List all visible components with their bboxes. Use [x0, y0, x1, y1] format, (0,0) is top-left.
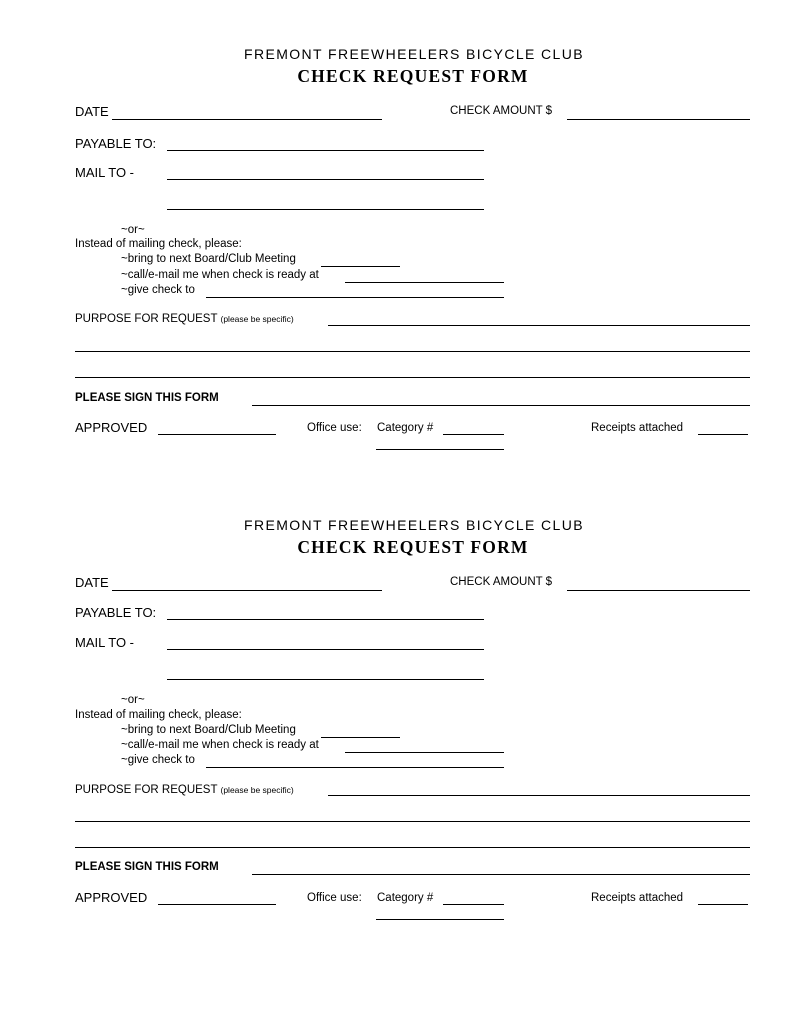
- purpose-label-text: PURPOSE FOR REQUEST: [75, 784, 218, 796]
- give-check-to-field[interactable]: [206, 767, 504, 768]
- approved-field[interactable]: [158, 434, 276, 435]
- payable-to-field[interactable]: [167, 619, 484, 620]
- purpose-field-line-1[interactable]: [328, 795, 750, 796]
- purpose-field-line-1[interactable]: [328, 325, 750, 326]
- purpose-field-line-2[interactable]: [75, 351, 750, 352]
- approved-label: APPROVED: [75, 420, 148, 435]
- call-email-option: ~call/e-mail me when check is ready at: [121, 739, 319, 751]
- category-field[interactable]: [443, 434, 504, 435]
- date-field[interactable]: [112, 590, 382, 591]
- form-title: CHECK REQUEST FORM: [297, 537, 529, 557]
- payable-to-field[interactable]: [167, 150, 484, 151]
- club-name: FREMONT FREEWHEELERS BICYCLE CLUB: [244, 517, 584, 533]
- call-email-field[interactable]: [345, 752, 504, 753]
- bring-to-meeting-field[interactable]: [321, 266, 400, 267]
- purpose-note: (please be specific): [220, 314, 294, 324]
- purpose-label: [75, 784, 294, 796]
- purpose-label-text: PURPOSE FOR REQUEST: [75, 313, 218, 325]
- bring-to-meeting-field[interactable]: [321, 737, 400, 738]
- or-text: ~or~: [121, 224, 145, 236]
- purpose-label: [75, 313, 294, 325]
- mail-to-label: MAIL TO -: [75, 635, 134, 650]
- category-extra-line[interactable]: [376, 449, 504, 450]
- give-check-option: ~give check to: [121, 284, 195, 296]
- form-title: CHECK REQUEST FORM: [297, 66, 529, 86]
- give-check-to-field[interactable]: [206, 297, 504, 298]
- call-email-field[interactable]: [345, 282, 504, 283]
- category-label: Category #: [377, 422, 434, 434]
- category-label: Category #: [377, 892, 434, 904]
- call-email-option: ~call/e-mail me when check is ready at: [121, 269, 319, 281]
- or-text: ~or~: [121, 694, 145, 706]
- date-label: DATE: [75, 104, 109, 119]
- check-amount-field[interactable]: [567, 590, 750, 591]
- bring-to-meeting-option: ~bring to next Board/Club Meeting: [121, 724, 296, 736]
- signature-field[interactable]: [252, 405, 750, 406]
- check-request-form-2: [0, 471, 791, 941]
- approved-label: APPROVED: [75, 890, 148, 905]
- check-amount-label: CHECK AMOUNT $: [450, 105, 553, 117]
- purpose-field-line-3[interactable]: [75, 377, 750, 378]
- category-extra-line[interactable]: [376, 919, 504, 920]
- office-use-label: Office use:: [307, 422, 362, 434]
- approved-field[interactable]: [158, 904, 276, 905]
- receipts-field[interactable]: [698, 904, 748, 905]
- sign-label: PLEASE SIGN THIS FORM: [75, 861, 219, 873]
- bring-to-meeting-option: ~bring to next Board/Club Meeting: [121, 253, 296, 265]
- instead-text: Instead of mailing check, please:: [75, 709, 242, 721]
- category-field[interactable]: [443, 904, 504, 905]
- mail-to-label: MAIL TO -: [75, 165, 134, 180]
- receipts-label: Receipts attached: [591, 892, 684, 904]
- instead-text: Instead of mailing check, please:: [75, 238, 242, 250]
- check-amount-label: CHECK AMOUNT $: [450, 576, 553, 588]
- mail-to-field-line-2[interactable]: [167, 679, 484, 680]
- receipts-field[interactable]: [698, 434, 748, 435]
- give-check-option: ~give check to: [121, 754, 195, 766]
- purpose-field-line-3[interactable]: [75, 847, 750, 848]
- payable-to-label: PAYABLE TO:: [75, 605, 157, 620]
- payable-to-label: PAYABLE TO:: [75, 136, 157, 151]
- mail-to-field-line-2[interactable]: [167, 209, 484, 210]
- check-request-form-1: [0, 0, 791, 470]
- signature-field[interactable]: [252, 874, 750, 875]
- purpose-field-line-2[interactable]: [75, 821, 750, 822]
- receipts-label: Receipts attached: [591, 422, 684, 434]
- mail-to-field-line-1[interactable]: [167, 649, 484, 650]
- mail-to-field-line-1[interactable]: [167, 179, 484, 180]
- club-name: FREMONT FREEWHEELERS BICYCLE CLUB: [244, 46, 584, 62]
- purpose-note: (please be specific): [220, 785, 294, 795]
- office-use-label: Office use:: [307, 892, 362, 904]
- check-amount-field[interactable]: [567, 119, 750, 120]
- date-field[interactable]: [112, 119, 382, 120]
- sign-label: PLEASE SIGN THIS FORM: [75, 392, 219, 404]
- date-label: DATE: [75, 575, 109, 590]
